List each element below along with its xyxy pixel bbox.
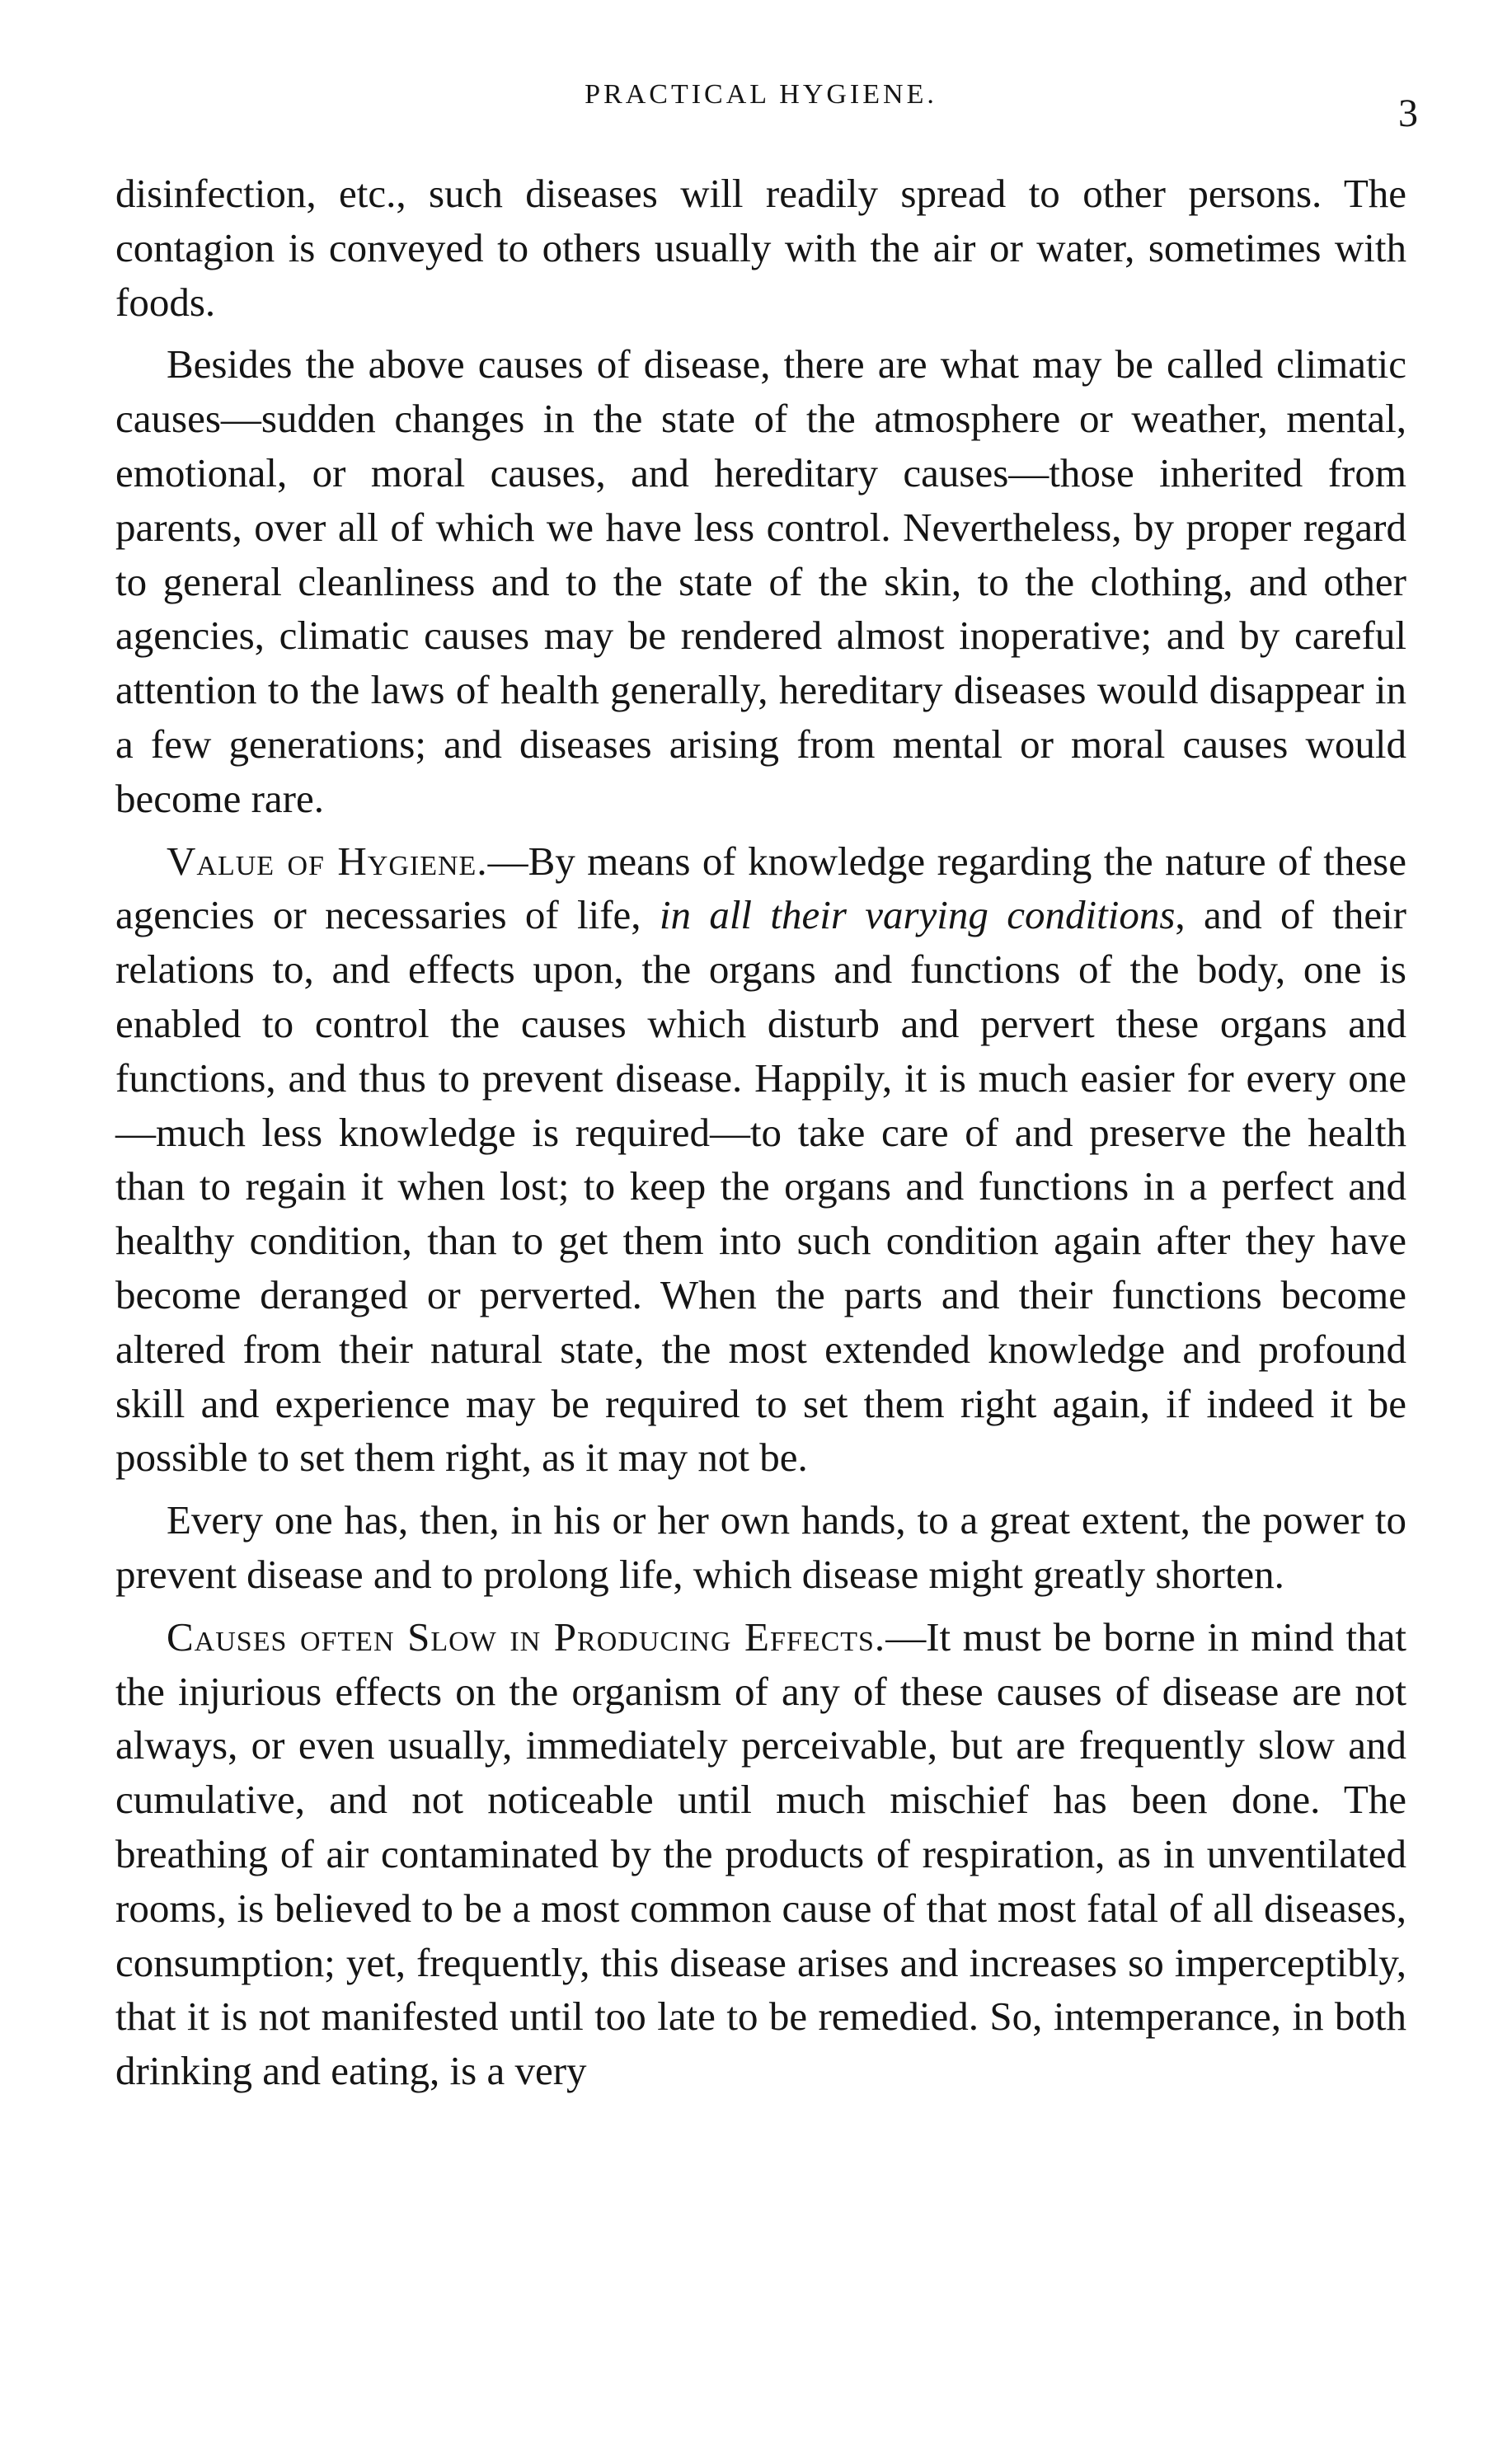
running-header (115, 69, 1418, 135)
paragraph-text: —It must be borne in mind that the injurious effects on the organism of any of these causes of disease are not always, or even usually, immediately perceivable, but are frequently slow and cumulative, and not noticeable until much mischief has been done. The breathing of air contaminated by the products of respiration, as in unventilated rooms, is believed to be a most common cause of that most fatal of all diseases, consumption; yet, frequently, this disease arises and increases so imperceptibly, that it is not manifested until too late to be remedied. So, intemperance, in both drinking and eating, is a very (115, 1613, 1407, 2094)
paragraph-causes: Besides the above causes of disease, there are what may be called climatic causes—sudden changes in the state of the atmosphere or weather, mental, emotional, or moral causes, and hereditary causes—those inherited from parents, over all of which we have less control. Nevertheless, by proper regard to general cleanliness and to the state of the skin, to the clothing, and other agencies, climatic causes may be rendered almost inoperative; and by careful attention to the laws of health generally, hereditary diseases would disappear in a few generations; and diseases arising from mental or moral causes would become rare. (115, 341, 1406, 821)
paragraph-value-of-hygiene (115, 834, 1406, 1486)
section-heading-causes-slow: Causes often Slow in Producing Effects. (167, 1613, 886, 1660)
running-title: PRACTICAL HYGIENE. (585, 79, 937, 110)
body-text (115, 167, 1406, 2098)
paragraph-every-one: Every one has, then, in his or her own hands, to a great extent, the power to prevent disease and to prolong life, which disease might greatly shorten. (115, 1497, 1406, 1597)
paragraph-causes-slow (115, 1610, 1406, 2098)
page-number: 3 (1398, 92, 1418, 135)
section-heading-value-of-hygiene: Value of Hygiene. (167, 838, 488, 884)
italic-phrase: in all their varying conditions (659, 892, 1176, 938)
paragraph-text: , and of their relations to, and effects upon, the organs and functions of the body, one is enabled to control the causes which disturb and pervert these organs and functions, and thus to prevent disease. Happily, it is much easier for every one—much less knowledge is required—to take care of and preserve the health than to regain it when lost; to keep the organs and functions in a perfect and healthy condition, than to get them into such condition again after they have become deranged or perverted. When the parts and their functions become altered from their natural state, the most extended knowledge and profound skill and experience may be required to set them right again, if indeed it be possible to set them right, as it may not be. (115, 892, 1406, 1481)
book-page (115, 69, 1418, 2098)
paragraph-continuation: disinfection, etc., such diseases will readily spread to other persons. The contagion is conveyed to others usually with the air or water, sometimes with foods. (115, 171, 1406, 325)
paragraph-text: —By means of knowledge regarding the nature of these agencies or necessaries of life, (115, 838, 1406, 938)
